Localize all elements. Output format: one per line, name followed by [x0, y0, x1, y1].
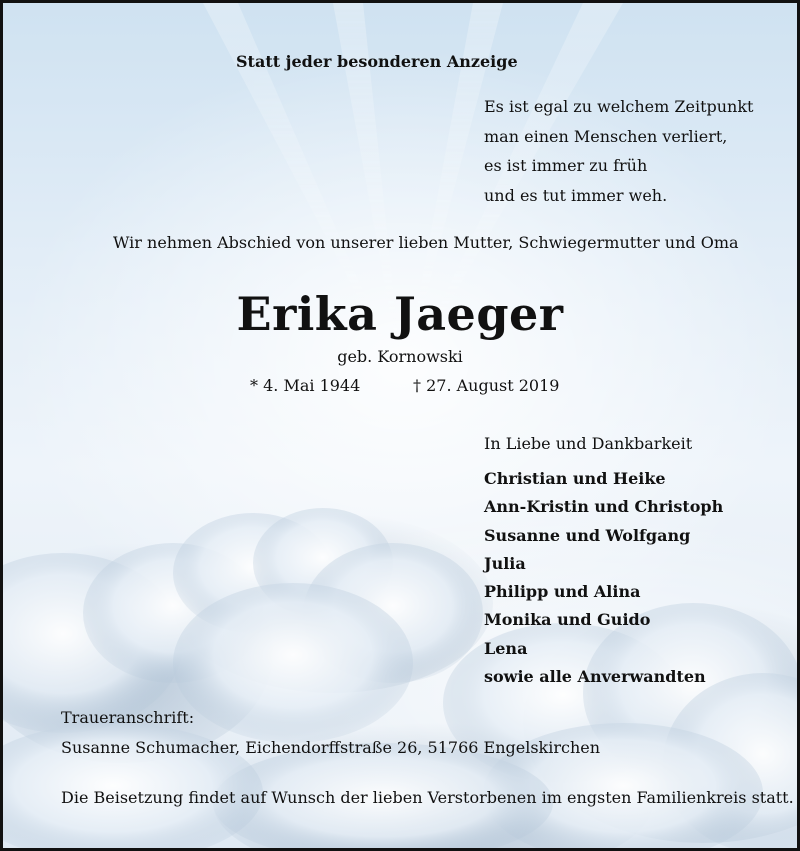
mourner: Ann-Kristin und Christoph — [484, 497, 724, 517]
burial-note: Die Beisetzung findet auf Wunsch der lieben Verstorbenen im engsten Familienkreis statt. — [61, 788, 794, 807]
deceased-name: Erika Jaeger — [236, 287, 564, 341]
poem-line: es ist immer zu früh — [484, 156, 648, 175]
mourner: Julia — [484, 553, 526, 573]
mourner: sowie alle Anverwandten — [484, 667, 706, 687]
poem-line: Es ist egal zu welchem Zeitpunkt — [484, 97, 754, 116]
address-label: Traueranschrift: — [61, 708, 195, 727]
poem-line: man einen Menschen verliert, — [484, 126, 728, 146]
mourning-address: Susanne Schumacher, Eichendorffstraße 26, 51766 Engelskirchen — [61, 738, 601, 757]
mourner: Lena — [484, 638, 528, 658]
mourners-list — [484, 465, 723, 691]
love-line: In Liebe und Dankbarkeit — [484, 434, 693, 453]
mourner: Christian und Heike — [484, 469, 666, 488]
mourner: Susanne und Wolfgang — [484, 525, 691, 545]
poem-line: und es tut immer weh. — [484, 185, 668, 205]
death-date: † 27. August 2019 — [413, 376, 560, 395]
mourner: Philipp und Alina — [484, 582, 641, 602]
birth-date: * 4. Mai 1944 — [250, 376, 361, 395]
maiden-name: geb. Kornowski — [337, 347, 463, 366]
mourner: Monika und Guido — [484, 610, 651, 630]
poem — [484, 92, 753, 210]
notice-header: Statt jeder besonderen Anzeige — [236, 52, 518, 71]
farewell-intro: Wir nehmen Abschied von unserer lieben Mutter, Schwiegermutter und Oma — [113, 233, 739, 252]
